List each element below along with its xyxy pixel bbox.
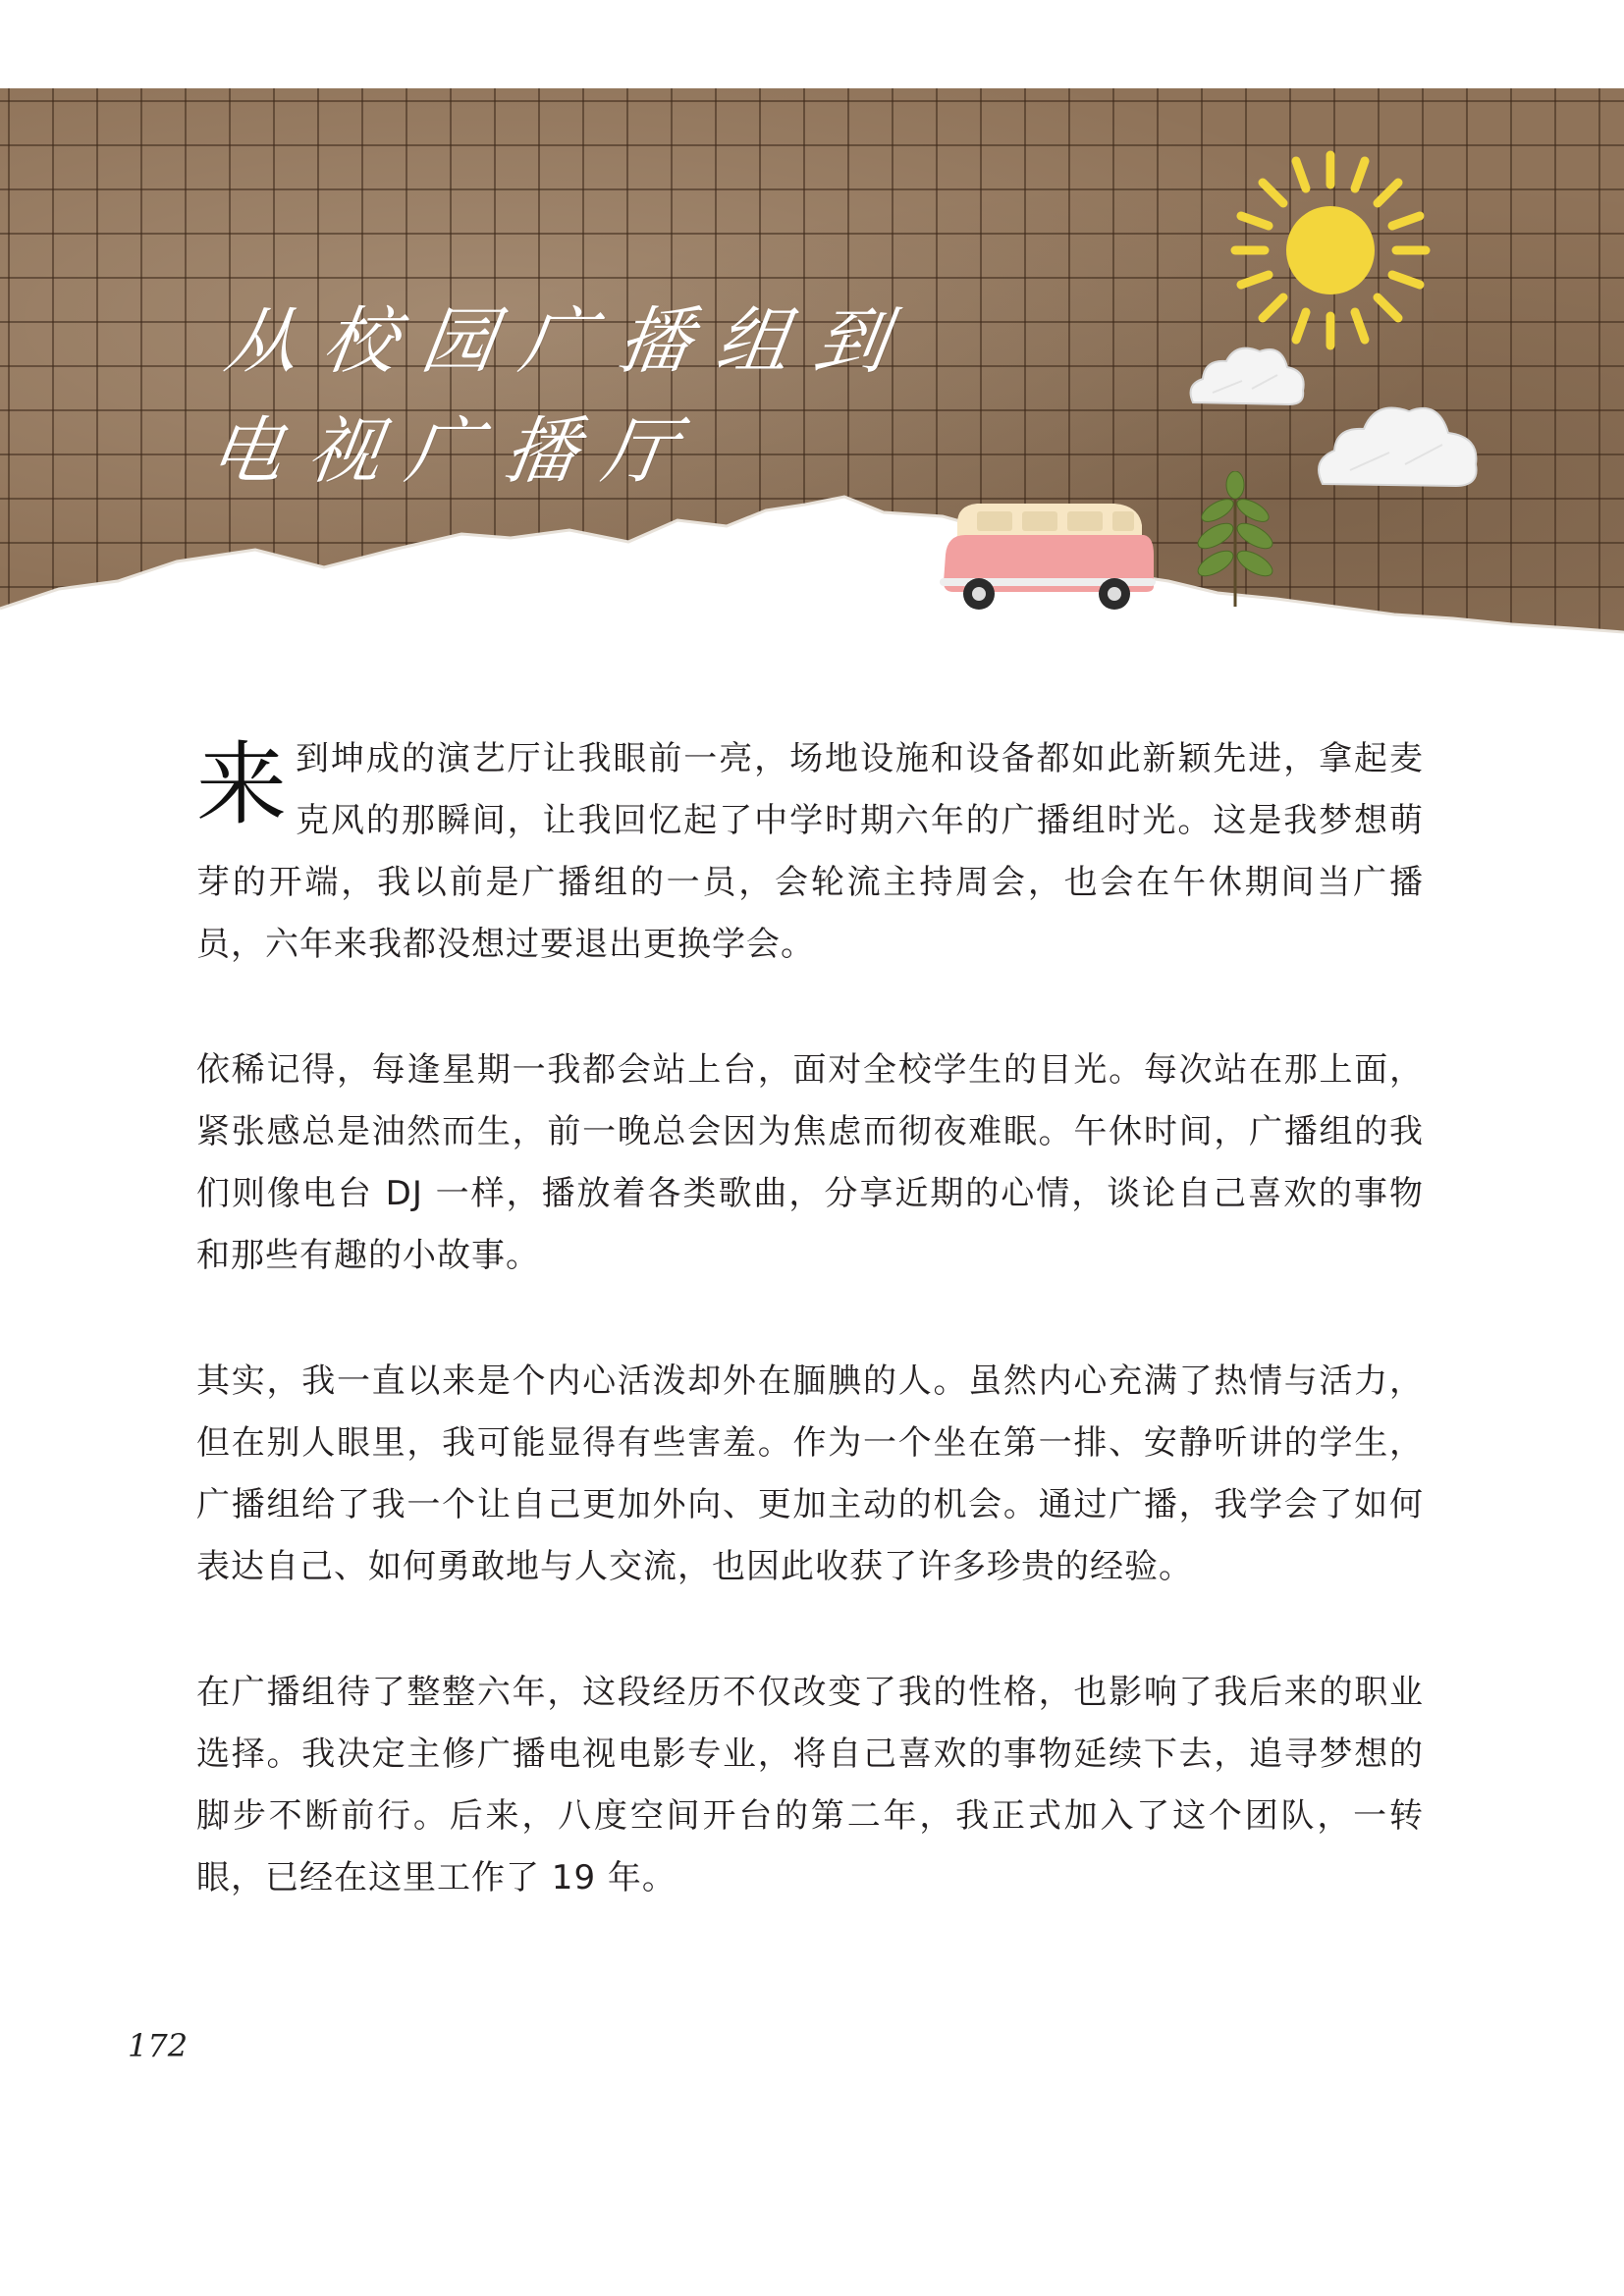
page-number: 172	[128, 2027, 189, 2064]
paragraph-4: 在广播组待了整整六年，这段经历不仅改变了我的性格，也影响了我后来的职业选择。我决定主修广播电视电影专业，将自己喜欢的事物延续下去，追寻梦想的脚步不断前行。后来，八度空间开台的第二年，我正式加入了这个团队，一转眼，已经在这里工作了 19 年。	[196, 1673, 1424, 1897]
plant-icon	[1188, 471, 1281, 609]
page-title	[202, 287, 920, 507]
paragraph-1	[196, 728, 1424, 976]
paragraph-2: 依稀记得，每逢星期一我都会站上台，面对全校学生的目光。每次站在那上面，紧张感总是油然而生，前一晚总会因为焦虑而彻夜难眠。午休时间，广播组的我们则像电台 DJ 一样，播放着各类歌曲，分享近期的心情，谈论自己喜欢的事物和那些有趣的小故事。	[196, 1050, 1424, 1275]
torn-paper-mountains	[0, 491, 1624, 707]
paragraph-3: 其实，我一直以来是个内心活泼却外在腼腆的人。虽然内心充满了热情与活力，但在别人眼里，我可能显得有些害羞。作为一个坐在第一排、安静听讲的学生，广播组给了我一个让自己更加外向、更加主动的机会。通过广播，我学会了如何表达自己、如何勇敢地与人交流，也因此收获了许多珍贵的经验。	[196, 1362, 1424, 1586]
van-icon	[938, 496, 1159, 614]
drop-cap: 来	[196, 732, 289, 837]
title-line-1: 从校园广播组到	[219, 299, 919, 384]
title-line-2: 电视广播厅	[204, 409, 708, 494]
cloud-icon	[1183, 334, 1311, 412]
sun-icon	[1218, 137, 1443, 363]
article-body	[196, 728, 1424, 1973]
paragraph-1-text: 到坤成的演艺厅让我眼前一亮，场地设施和设备都如此新颖先进，拿起麦克风的那瞬间，让我回忆起了中学时期六年的广播组时光。这是我梦想萌芽的开端，我以前是广播组的一员，会轮流主持周会，也会在午休期间当广播员，六年来我都没想过要退出更换学会。	[196, 739, 1424, 964]
cloud-icon	[1311, 388, 1488, 496]
